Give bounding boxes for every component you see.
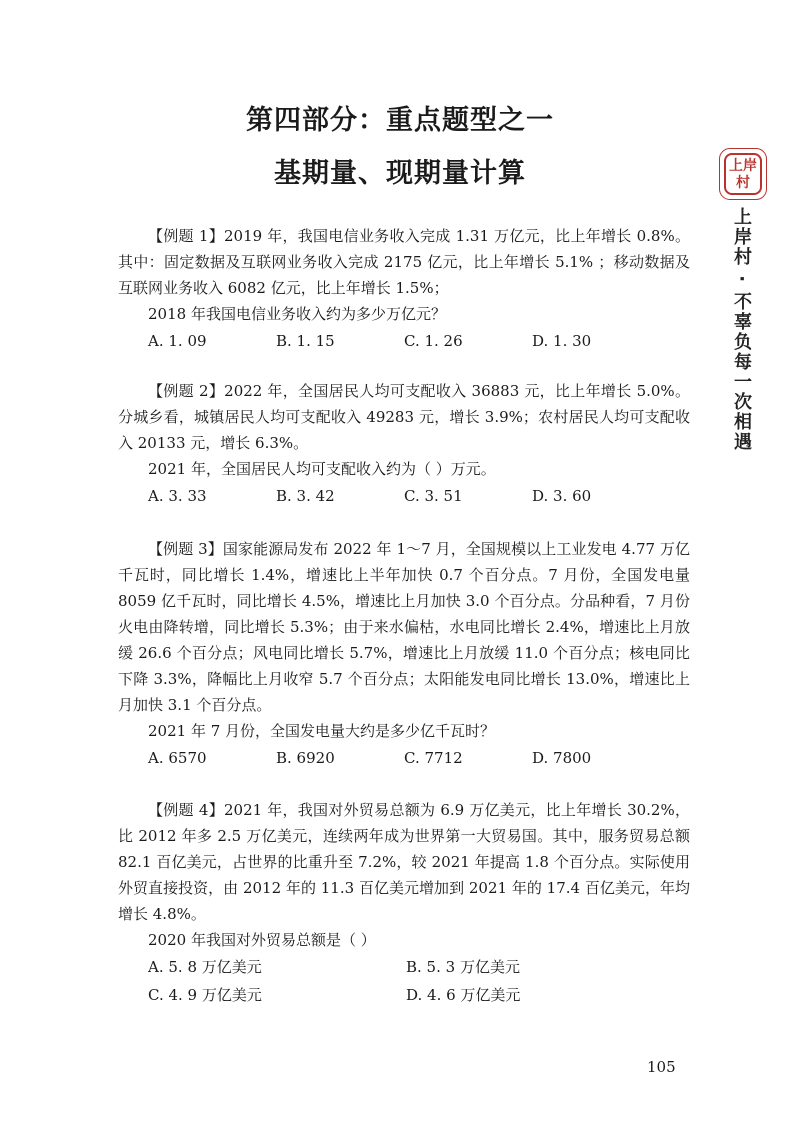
example-3-text bbox=[118, 536, 690, 718]
option-c: C. 1. 26 bbox=[404, 332, 463, 350]
example-4 bbox=[118, 797, 690, 1009]
example-3 bbox=[118, 536, 690, 772]
example-1-options bbox=[118, 327, 690, 355]
example-1-label: 【例题 1】 bbox=[148, 227, 224, 245]
option-d: D. 7800 bbox=[532, 749, 592, 767]
example-4-text bbox=[118, 797, 690, 927]
example-3-body: 国家能源局发布 2022 年 1～7 月，全国规模以上工业发电 4.77 万亿千瓦时，同比增长 1.4%，增速比上半年加快 0.7 个百分点。7 月份，全国发电量 8059 亿千瓦时，同比增长 4.5%，增速比上月加快 3.0 个百分点。分品种看，7 月份火电由降转增，同比增长 5.3%；由于来水偏枯，水电同比增长 2.4%，增速比上月放缓 26.6 个百分点；风电同比增长 5.7%，增速比上月放缓 11.0 个百分点；核电同比下降 3.3%，降幅比上月收窄 5.7 个百分点；太阳能发电同比增长 13.0%，增速比上月加快 3.1 个百分点。 bbox=[118, 540, 690, 714]
example-1-body: 2019 年，我国电信业务收入完成 1.31 万亿元，比上年增长 0.8%。其中：固定数据及互联网业务收入完成 2175 亿元，比上年增长 5.1% ；移动数据及互联网业务收入 6082 亿元，比上年增长 1.5%； bbox=[118, 227, 691, 297]
option-d: D. 1. 30 bbox=[532, 332, 592, 350]
example-4-body: 2021 年，我国对外贸易总额为 6.9 万亿美元，比上年增长 30.2%，比 2012 年多 2.5 万亿美元，连续两年成为世界第一大贸易国。其中，服务贸易总额 82.1 百亿美元，占世界的比重升至 7.2%，较 2021 年提高 1.8 个百分点。实际使用外贸直接投资，由 2012 年的 11.3 百亿美元增加到 2021 年的 17.4 百亿美元，年均增长 4.8%。 bbox=[118, 801, 691, 923]
page-number: 105 bbox=[647, 1058, 676, 1076]
option-a: A. 5. 8 万亿美元 bbox=[148, 958, 262, 976]
option-b: B. 1. 15 bbox=[276, 332, 335, 350]
example-1-text bbox=[118, 223, 690, 301]
brand-logo bbox=[724, 153, 762, 195]
option-c: C. 7712 bbox=[404, 749, 463, 767]
logo-line2: 村 bbox=[736, 175, 750, 191]
example-2-question: 2021 年，全国居民人均可支配收入约为（ ）万元。 bbox=[148, 460, 496, 478]
example-4-question: 2020 年我国对外贸易总额是（ ） bbox=[148, 931, 376, 949]
example-1 bbox=[118, 223, 690, 355]
option-b: B. 6920 bbox=[276, 749, 335, 767]
example-3-label: 【例题 3】 bbox=[148, 540, 223, 558]
option-c: C. 3. 51 bbox=[404, 487, 463, 505]
option-d: D. 4. 6 万亿美元 bbox=[406, 986, 521, 1004]
option-a: A. 6570 bbox=[148, 749, 207, 767]
option-d: D. 3. 60 bbox=[532, 487, 592, 505]
example-3-question: 2021 年 7 月份，全国发电量大约是多少亿千瓦时？ bbox=[148, 722, 496, 740]
option-a: A. 3. 33 bbox=[148, 487, 207, 505]
side-slogan: 上岸村 · 不辜负每一次相遇 bbox=[731, 207, 752, 453]
example-2 bbox=[118, 378, 690, 510]
section-title: 第四部分：重点题型之一 bbox=[246, 105, 554, 136]
section-subtitle: 基期量、现期量计算 bbox=[274, 158, 526, 189]
example-2-label: 【例题 2】 bbox=[148, 382, 225, 400]
logo-line1: 上岸 bbox=[729, 158, 757, 174]
option-c: C. 4. 9 万亿美元 bbox=[148, 986, 262, 1004]
example-2-body: 2022 年，全国居民人均可支配收入 36883 元，比上年增长 5.0%。分城乡看，城镇居民人均可支配收入 49283 元，增长 3.9%；农村居民人均可支配收入 20133 元，增长 6.3%。 bbox=[118, 382, 690, 452]
example-4-label: 【例题 4】 bbox=[148, 801, 224, 819]
option-a: A. 1. 09 bbox=[148, 332, 207, 350]
example-4-options bbox=[118, 953, 690, 1009]
example-1-question: 2018 年我国电信业务收入约为多少万亿元？ bbox=[148, 305, 446, 323]
example-2-text bbox=[118, 378, 690, 456]
example-2-options bbox=[118, 482, 690, 510]
option-b: B. 5. 3 万亿美元 bbox=[406, 958, 520, 976]
option-b: B. 3. 42 bbox=[276, 487, 335, 505]
example-3-options bbox=[118, 744, 690, 772]
